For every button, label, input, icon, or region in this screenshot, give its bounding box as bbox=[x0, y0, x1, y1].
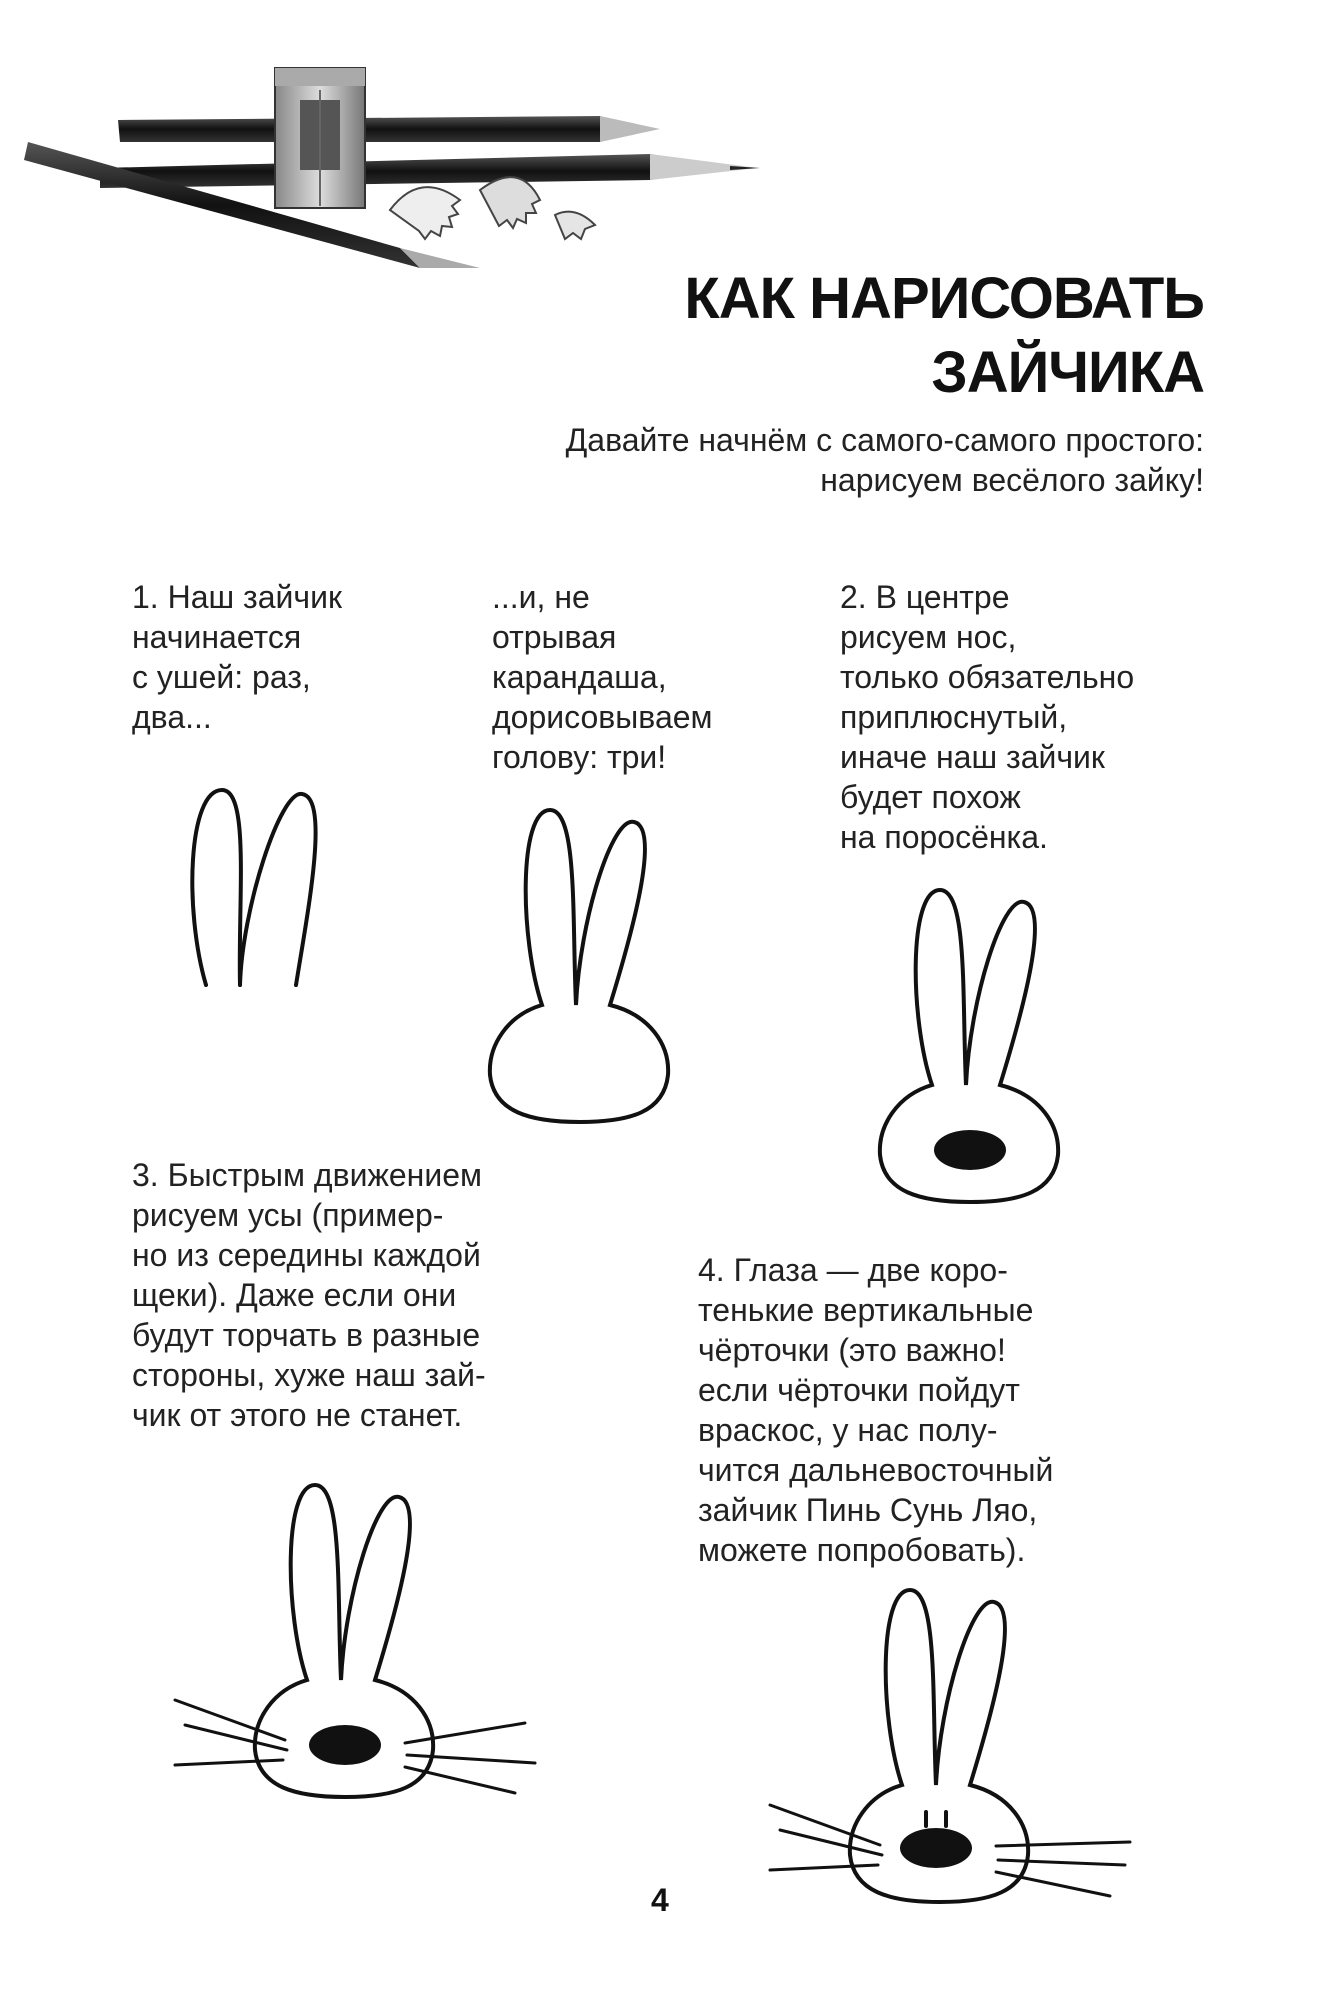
page-number: 4 bbox=[651, 1882, 669, 1918]
step-4-text: 4. Глаза — две коро- тенькие вертикальные чёрточки (это важно! если чёрточки пойдут враскос, у нас полу- чится дальневосточный зайчик Пинь Сунь Ляо, можете попробовать). bbox=[698, 1252, 1054, 1568]
intro-line-1: Давайте начнём с самого-самого простого: bbox=[565, 422, 1204, 458]
step-3-text: 3. Быстрым движением рисуем усы (пример- но из середины каждой щеки). Даже если они будут торчать в разные стороны, хуже наш зай- чик от этого не станет. bbox=[132, 1157, 486, 1433]
title-line-1: КАК НАРИСОВАТЬ bbox=[684, 266, 1204, 331]
bunny-nose-step2-icon bbox=[870, 880, 1070, 1205]
pencils-and-sharpener-icon bbox=[0, 50, 780, 280]
bunny-head-step1b-icon bbox=[480, 800, 680, 1125]
bunny-eyes-step4-icon bbox=[760, 1580, 1140, 1905]
title-line-2: ЗАЙЧИКА bbox=[931, 340, 1204, 405]
intro-line-2: нарисуем весёлого зайку! bbox=[820, 462, 1204, 498]
bunny-ears-step1-icon bbox=[180, 780, 350, 1000]
page-title bbox=[684, 262, 1204, 410]
step-1-text: 1. Наш зайчик начинается с ушей: раз, два... bbox=[132, 579, 342, 735]
step-1b-text: ...и, не отрывая карандаша, дорисовываем голову: три! bbox=[492, 579, 713, 775]
step-2-text: 2. В центре рисуем нос, только обязательно приплюснутый, иначе наш зайчик будет похож на поросёнка. bbox=[840, 579, 1135, 855]
intro-text bbox=[304, 420, 1204, 500]
bunny-whiskers-step3-icon bbox=[165, 1475, 545, 1800]
